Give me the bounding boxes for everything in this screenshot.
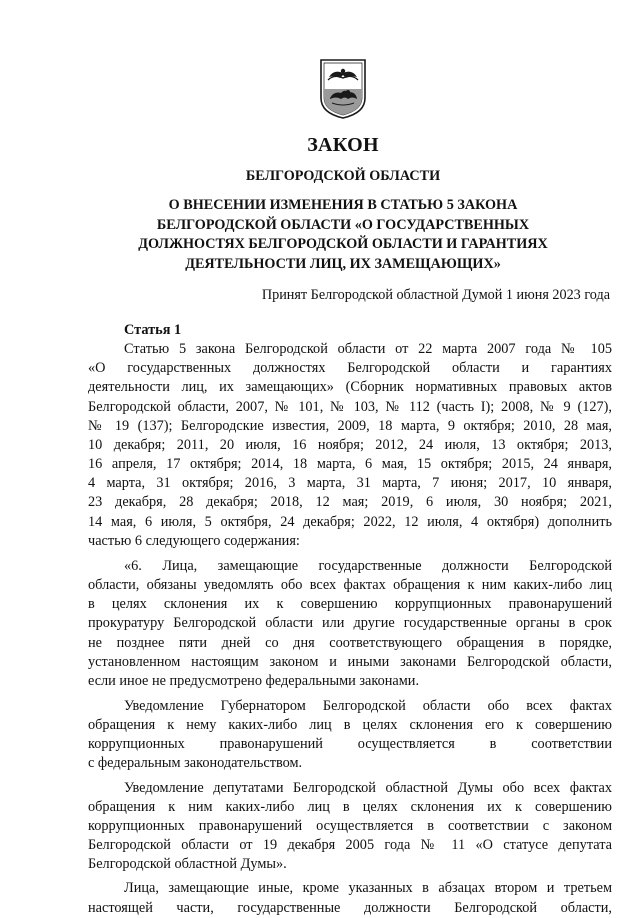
paragraph-line: частью 6 следующего содержания: — [88, 532, 300, 549]
paragraph-line: области, обязаны уведомлять обо всех фактах обращения к ним каких-либо лиц — [88, 577, 612, 594]
paragraph-line: не позднее пяти дней со дня соответствующего обращения в порядке, — [88, 634, 612, 651]
paragraph-line: установленном настоящим законом и иными законами Белгородской области, — [88, 653, 612, 670]
article-heading: Статья 1 — [124, 322, 182, 338]
paragraph-line: Белгородской области, 2007, № 101, № 103, № 112 (часть I); 2008, № 9 (127), — [88, 398, 612, 415]
paragraph-line: 14 мая, 6 июля, 5 октября, 24 декабря; 2022, 12 июля, 4 октября) дополнить — [88, 513, 612, 530]
paragraph — [88, 557, 612, 691]
paragraph — [88, 697, 612, 774]
paragraph-line: в целях склонения их к совершению коррупционных правонарушений — [88, 596, 612, 613]
paragraph-line: 4 марта, 31 октября; 2016, 3 марта, 31 марта, 7 июня; 2017, 10 января, — [88, 475, 612, 492]
coat-of-arms-icon — [318, 58, 368, 120]
paragraph-line: Уведомление Губернатором Белгородской области обо всех фактах — [124, 697, 612, 714]
paragraph-line: 10 декабря; 2011, 20 июля, 16 ноября; 2012, 24 июля, 13 октября; 2013, — [88, 436, 612, 453]
paragraph-line: Уведомление депутатами Белгородской областной Думы обо всех фактах — [124, 779, 612, 796]
paragraph — [88, 779, 612, 875]
paragraph-line: 23 декабря, 28 декабря; 2018, 12 мая; 2019, 6 июля, 30 ноября; 2021, — [88, 494, 612, 511]
article-body — [88, 321, 612, 918]
subtitle-line: БЕЛГОРОДСКОЙ ОБЛАСТИ «О ГОСУДАРСТВЕННЫХ — [156, 216, 530, 233]
law-title: ЗАКОН — [307, 134, 379, 156]
paragraph-line: «6. Лица, замещающие государственные должности Белгородской — [124, 557, 612, 574]
law-subtitle — [0, 196, 640, 274]
paragraph — [88, 340, 612, 551]
law-region: БЕЛГОРОДСКОЙ ОБЛАСТИ — [245, 168, 441, 184]
paragraph-line: если иное не предусмотрено федеральными законами. — [88, 672, 420, 689]
paragraph-line: 16 апреля, 17 октября; 2014, 18 марта, 6 мая, 15 октября; 2015, 24 января, — [88, 456, 612, 473]
paragraph-line: деятельности лиц, их замещающих» (Сборник нормативных правовых актов — [88, 379, 612, 396]
paragraph-line: «О государственных должностях Белгородской области и гарантиях — [88, 360, 612, 377]
paragraph-line: с федеральным законодательством. — [88, 755, 303, 772]
paragraph-line: коррупционных правонарушений осуществляется в соответствии с законом — [88, 817, 612, 834]
paragraph-line: обращения к нему каких-либо лиц в целях склонения его к совершению — [88, 717, 612, 734]
paragraph-line: коррупционных правонарушений осуществляется в соответствии — [88, 736, 612, 753]
paragraph-line: Статью 5 закона Белгородской области от 22 марта 2007 года № 105 — [124, 341, 612, 358]
adoption-note: Принят Белгородской областной Думой 1 июня 2023 года — [261, 287, 610, 303]
paragraph-line: настоящей части, государственные должности Белгородской области, — [88, 899, 612, 916]
paragraph-line: обращения к ним каких-либо лиц в целях склонения их к совершению — [88, 798, 612, 815]
paragraph-line: Белгородской области от 19 декабря 2005 года № 11 «О статусе депутата — [88, 837, 612, 854]
paragraph-line: № 19 (137); Белгородские известия, 2009, 18 марта, 9 октября; 2010, 28 мая, — [88, 417, 612, 434]
subtitle-line: ДЕЯТЕЛЬНОСТИ ЛИЦ, ИХ ЗАМЕЩАЮЩИХ» — [185, 255, 501, 272]
paragraph-line: Лица, замещающие иные, кроме указанных в абзацах втором и третьем — [124, 880, 612, 897]
paragraph-line: прокуратуру Белгородской области или другие государственные органы в срок — [88, 615, 612, 632]
subtitle-line: ДОЛЖНОСТЯХ БЕЛГОРОДСКОЙ ОБЛАСТИ И ГАРАНТИЯХ — [138, 236, 548, 253]
paragraph-line: Белгородской областной Думы». — [88, 856, 287, 873]
coat-of-arms-emblem — [318, 58, 368, 120]
subtitle-line: О ВНЕСЕНИИ ИЗМЕНЕНИЯ В СТАТЬЮ 5 ЗАКОНА — [168, 197, 518, 213]
paragraph — [88, 879, 612, 917]
